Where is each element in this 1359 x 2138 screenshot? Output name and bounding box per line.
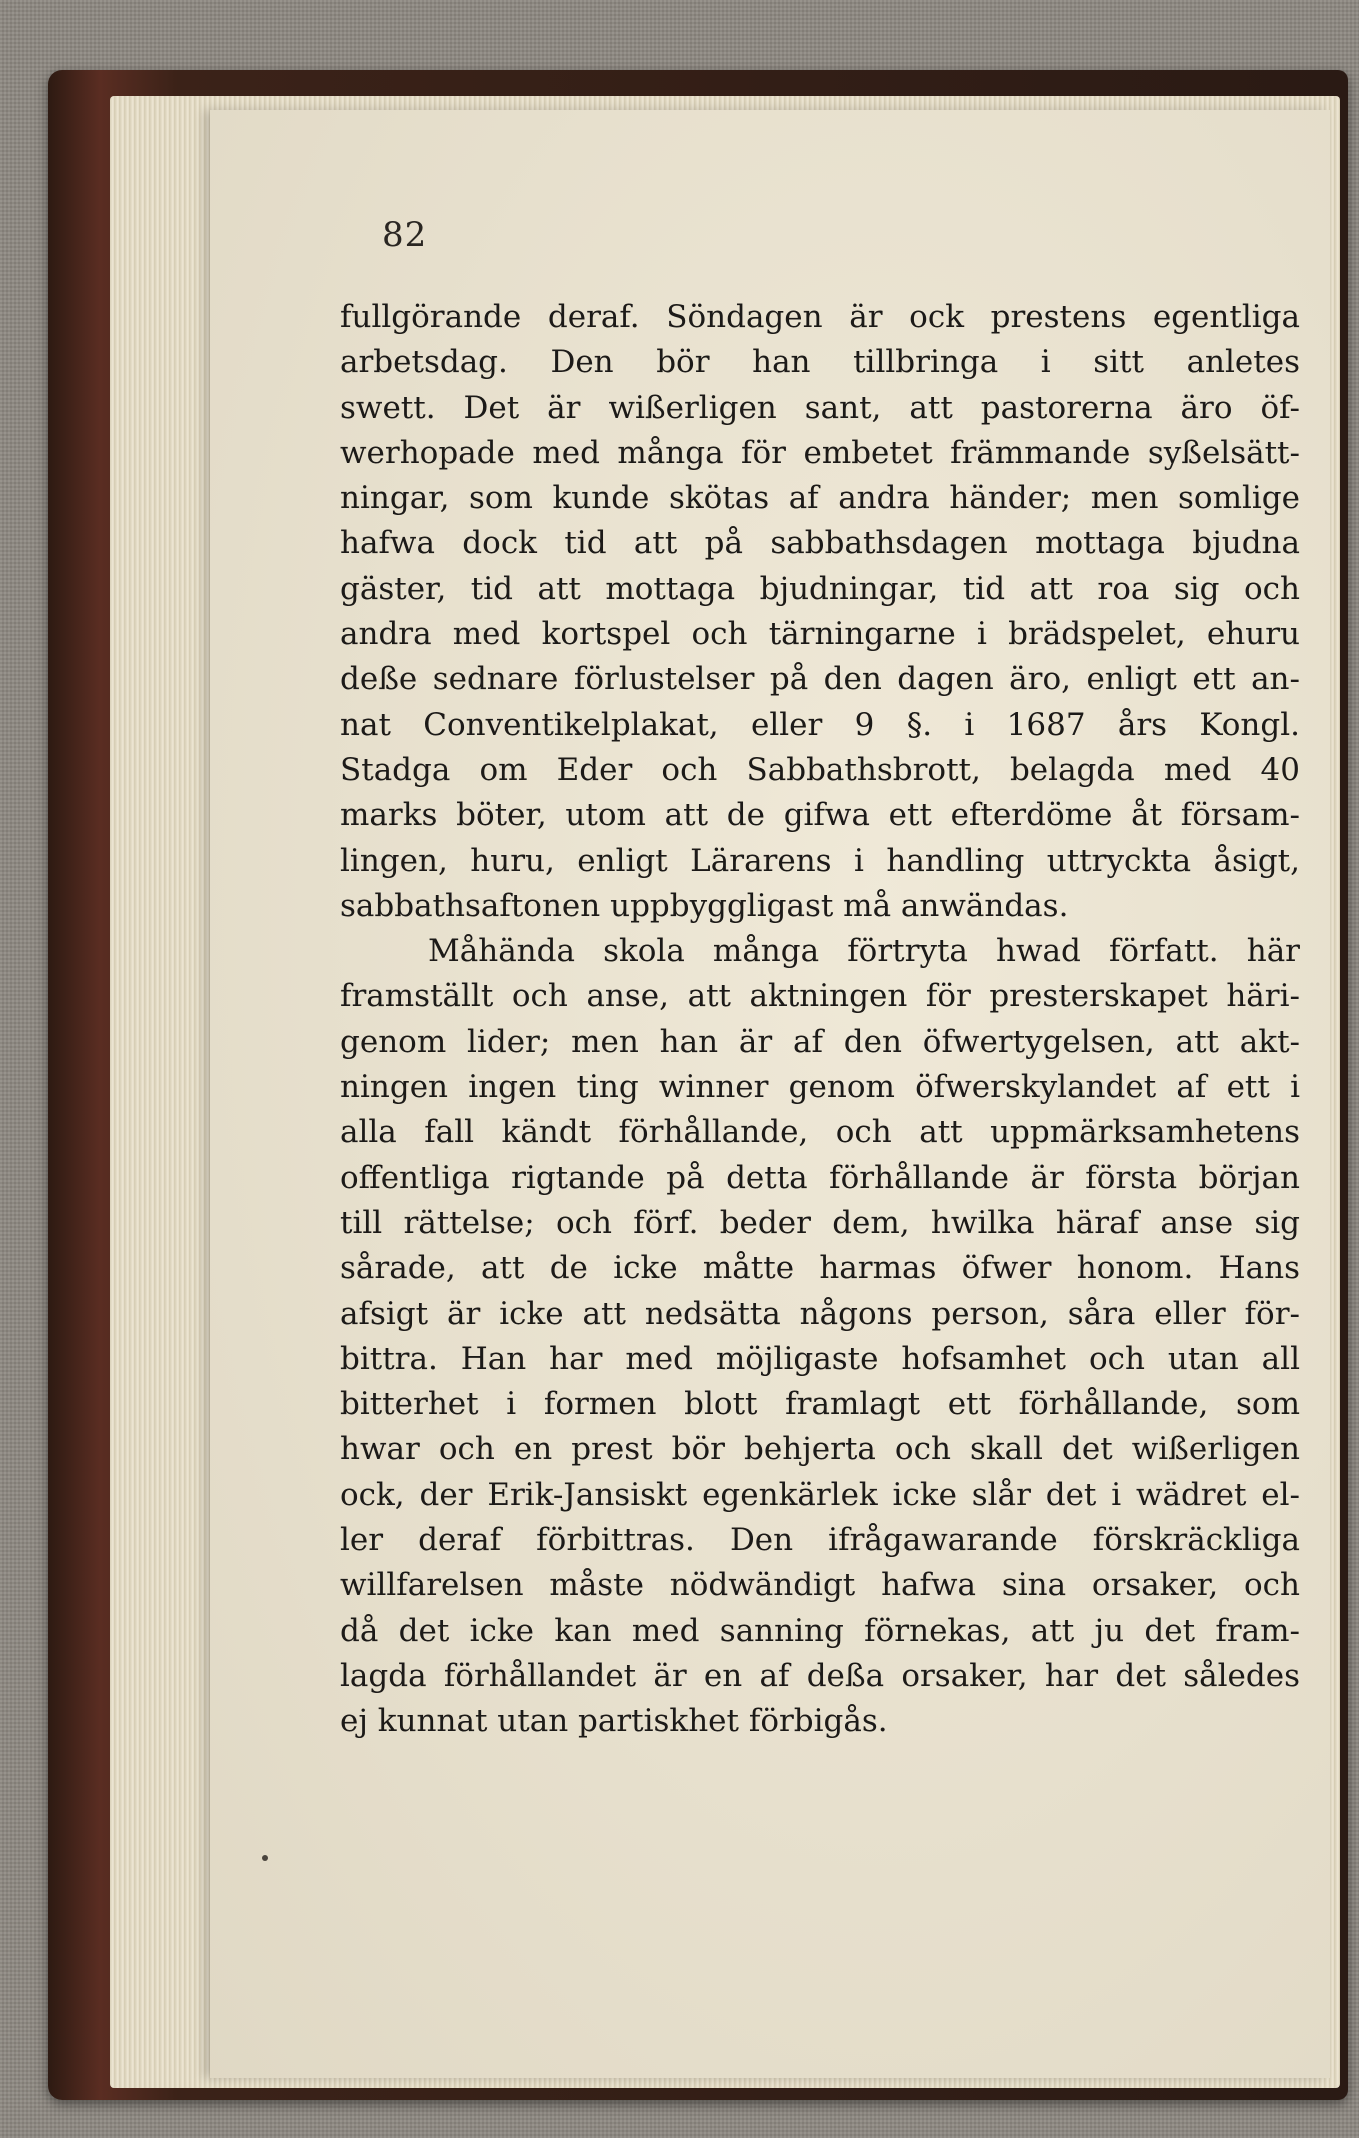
text-line: afsigt är icke att nedsätta någons person, såra eller för-: [340, 1295, 1300, 1332]
text-line: deße sednare förlustelser på den dagen äro, enligt ett an-: [340, 661, 1300, 698]
text-line: Måhända skola många förtryta hwad författ. här: [428, 933, 1300, 970]
text-line: offentliga rigtande på detta förhållande är första början: [340, 1159, 1300, 1196]
text-line: alla fall kändt förhållande, och att uppmärksamhetens: [340, 1114, 1300, 1151]
text-line: werhopade med många för embetet främmande syßelsätt-: [340, 434, 1300, 471]
text-line: marks böter, utom att de gifwa ett efterdöme åt försam-: [340, 797, 1300, 834]
text-line: hwar och en prest bör behjerta och skall det wißerligen: [340, 1431, 1300, 1468]
text-line: swett. Det är wißerligen sant, att pastorerna äro öf-: [340, 389, 1300, 426]
text-line: ej kunnat utan partiskhet förbigås.: [340, 1703, 888, 1740]
text-line: då det icke kan med sanning förnekas, att ju det fram-: [340, 1612, 1300, 1649]
text-line: genom lider; men han är af den öfwertygelsen, att akt-: [340, 1023, 1300, 1060]
page-number: 82: [382, 215, 428, 255]
text-line: Stadga om Eder och Sabbathsbrott, belagda med 40: [340, 751, 1300, 788]
text-line: willfarelsen måste nödwändigt hafwa sina orsaker, och: [340, 1567, 1300, 1604]
text-line: sabbathsaftonen uppbyggligast må anwändas.: [340, 887, 1069, 924]
text-line: bittra. Han har med möjligaste hofsamhet och utan all: [340, 1340, 1300, 1377]
text-line: andra med kortspel och tärningarne i brädspelet, ehuru: [340, 616, 1300, 653]
text-line: sårade, att de icke måtte harmas öfwer honom. Hans: [340, 1250, 1300, 1287]
text-line: hafwa dock tid att på sabbathsdagen mottaga bjudna: [340, 525, 1300, 562]
text-line: lingen, huru, enligt Lärarens i handling uttryckta åsigt,: [340, 842, 1300, 879]
book-page: [210, 110, 1330, 2078]
text-line: ningen ingen ting winner genom öfwerskylandet af ett i: [340, 1069, 1300, 1106]
text-line: arbetsdag. Den bör han tillbringa i sitt anletes: [340, 344, 1300, 381]
text-line: framställt och anse, att aktningen för presterskapet häri-: [340, 978, 1300, 1015]
text-line: lagda förhållandet är en af deßa orsaker, har det således: [340, 1657, 1300, 1694]
text-line: gäster, tid att mottaga bjudningar, tid att roa sig och: [340, 570, 1300, 607]
text-line: till rättelse; och förf. beder dem, hwilka häraf anse sig: [340, 1204, 1300, 1241]
text-line: bitterhet i formen blott framlagt ett förhållande, som: [340, 1386, 1300, 1423]
text-line: ler deraf förbittras. Den ifrågawarande förskräckliga: [340, 1522, 1300, 1559]
text-line: ningar, som kunde skötas af andra händer; men somlige: [340, 480, 1300, 517]
text-line: ock, der Erik-Jansiskt egenkärlek icke slår det i wädret el-: [340, 1476, 1300, 1513]
ink-dot: [262, 1855, 268, 1861]
text-line: fullgörande deraf. Söndagen är ock prestens egentliga: [340, 299, 1300, 335]
text-line: nat Conventikelplakat, eller 9 §. i 1687 års Kongl.: [340, 706, 1300, 743]
page-text: [340, 295, 1300, 1745]
